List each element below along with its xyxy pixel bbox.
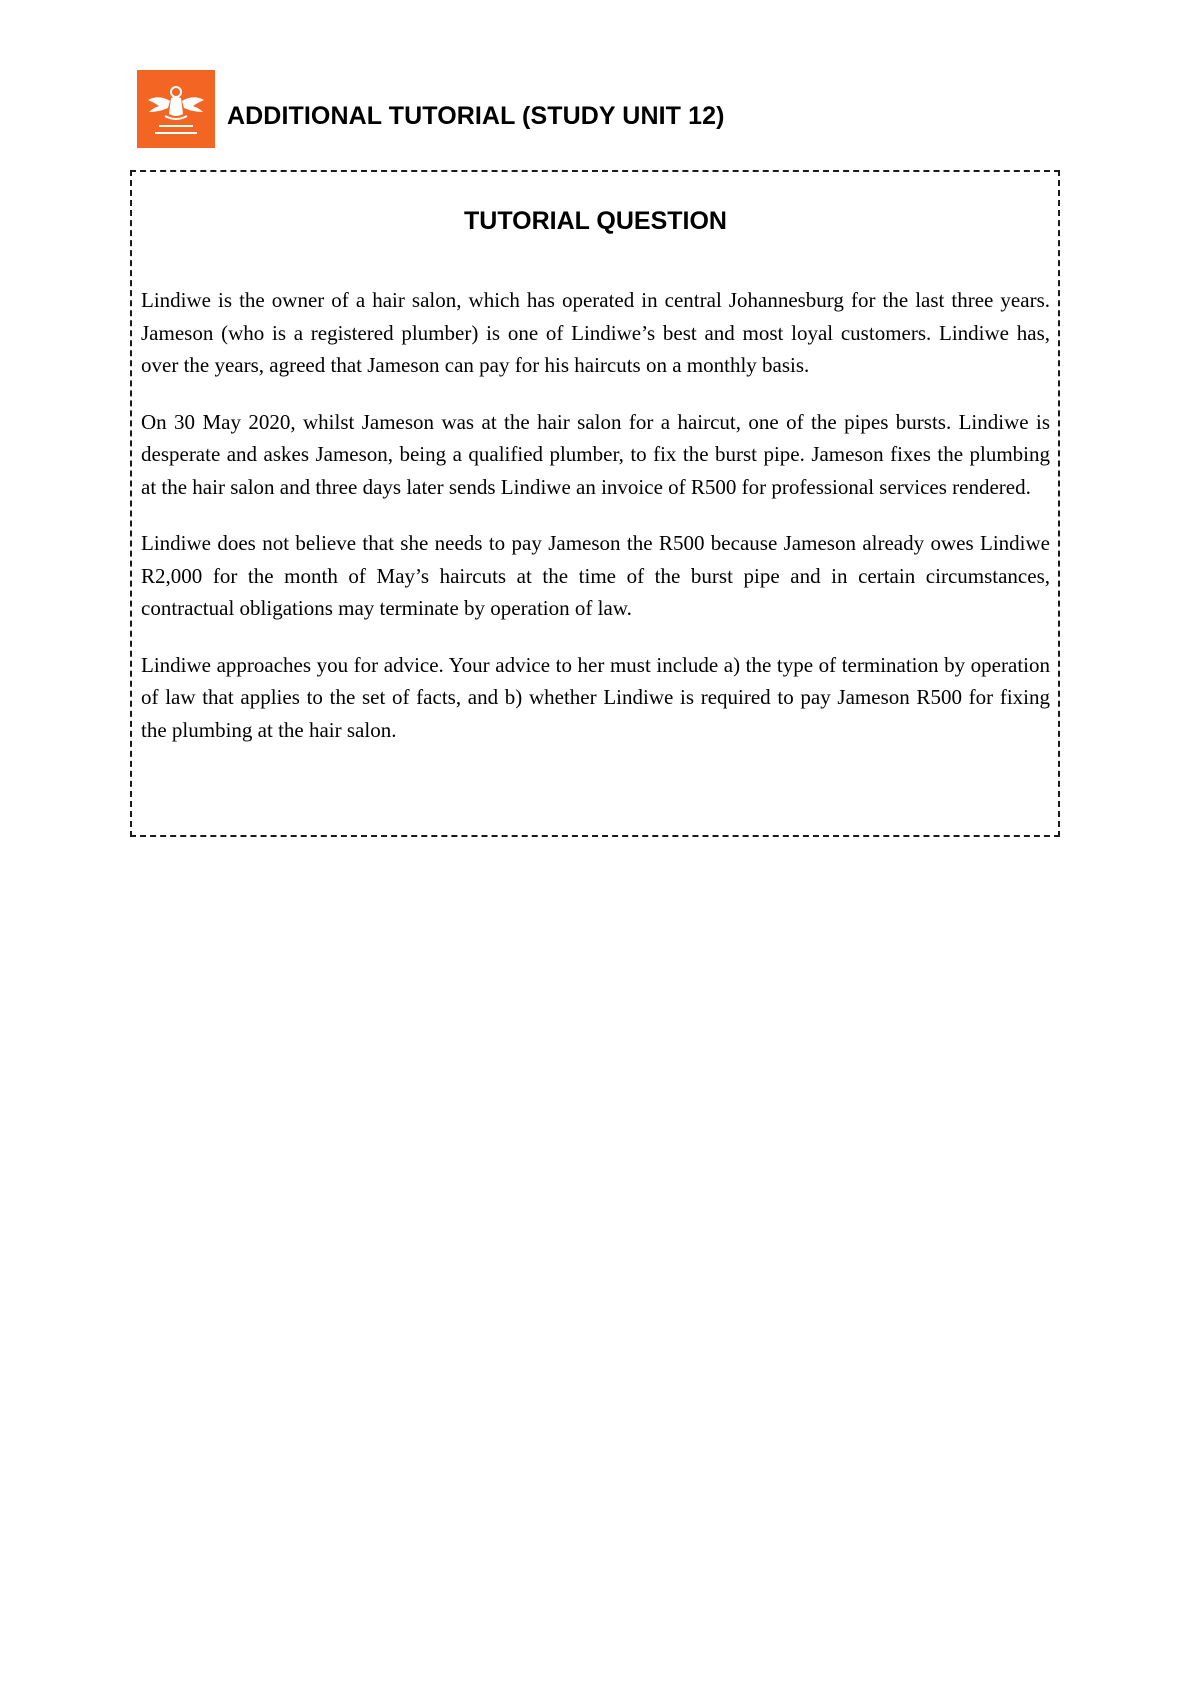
university-crest-icon [137,70,215,148]
tutorial-question-heading: TUTORIAL QUESTION [464,207,727,235]
document-title: ADDITIONAL TUTORIAL (STUDY UNIT 12) [227,101,725,130]
question-paragraph: On 30 May 2020, whilst Jameson was at the hair salon for a haircut, one of the pipes bursts. Lindiwe is desperate and askes Jameson, being a qualified plumber, to fix the burst pipe. Jameson fixes the plumbing at the hair salon and three days later sends Lindiwe an invoice of R500 for professional services rendered. [141,409,1050,499]
document-header [137,70,725,148]
question-paragraph: Lindiwe approaches you for advice. Your advice to her must include a) the type of termination by operation of law that applies to the set of facts, and b) whether Lindiwe is required to pay Jameson R500 for fixing the plumbing at the hair salon. [141,652,1050,742]
question-paragraph: Lindiwe is the owner of a hair salon, which has operated in central Johannesburg for the last three years. Jameson (who is a registered plumber) is one of Lindiwe’s best and most loyal customers. Lindiwe has, over the years, agreed that Jameson can pay for his haircuts on a monthly basis. [141,288,1050,377]
question-paragraph: Lindiwe does not believe that she needs to pay Jameson the R500 because Jameson already owes Lindiwe R2,000 for the month of May’s haircuts at the time of the burst pipe and in certain circumstances, contractual obligations may terminate by operation of law. [141,531,1050,620]
tutorial-question-box [130,170,1060,837]
university-logo [137,70,215,148]
